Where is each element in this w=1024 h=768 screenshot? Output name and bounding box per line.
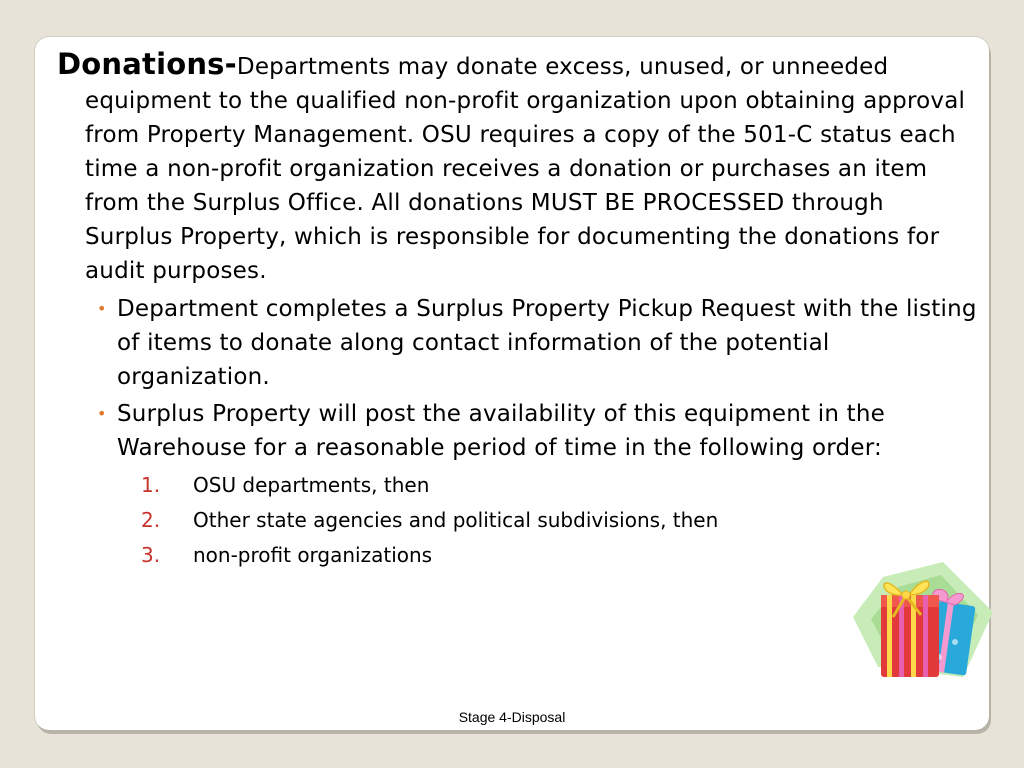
order-item: 2. Other state agencies and political subdivisions, then	[141, 508, 719, 532]
bullet-icon: •	[97, 299, 107, 318]
slide-card	[35, 37, 989, 730]
bullet-list	[57, 292, 977, 465]
intro-text: Departments may donate excess, unused, or unneeded equipment to the qualified non-profit organization upon obtaining approval from Property Management. OSU requires a copy of the 501-C status each time a non-profit organization receives a donation or purchases an item from the Surplus Office. All donations MUST BE PROCESSED through Surplus Property, which is responsible for documenting the donations for audit purposes.	[85, 54, 966, 284]
intro-paragraph	[57, 47, 977, 288]
gift-boxes-icon	[843, 557, 993, 687]
slide-footer: Stage 4-Disposal	[458, 709, 566, 725]
order-list	[57, 468, 977, 573]
bullet-item: • Department completes a Surplus Property Pickup Request with the listing of items to donate along contact information of the potential organization.	[97, 292, 977, 394]
bullet-icon: •	[97, 404, 107, 423]
bullet-item: • Surplus Property will post the availability of this equipment in the Warehouse for a reasonable period of time in the following order:	[97, 397, 977, 465]
heading: Donations-	[57, 47, 237, 81]
order-item: 3. non-profit organizations	[141, 543, 433, 567]
order-item: 1. OSU departments, then	[141, 473, 430, 497]
slide-content	[57, 47, 977, 573]
